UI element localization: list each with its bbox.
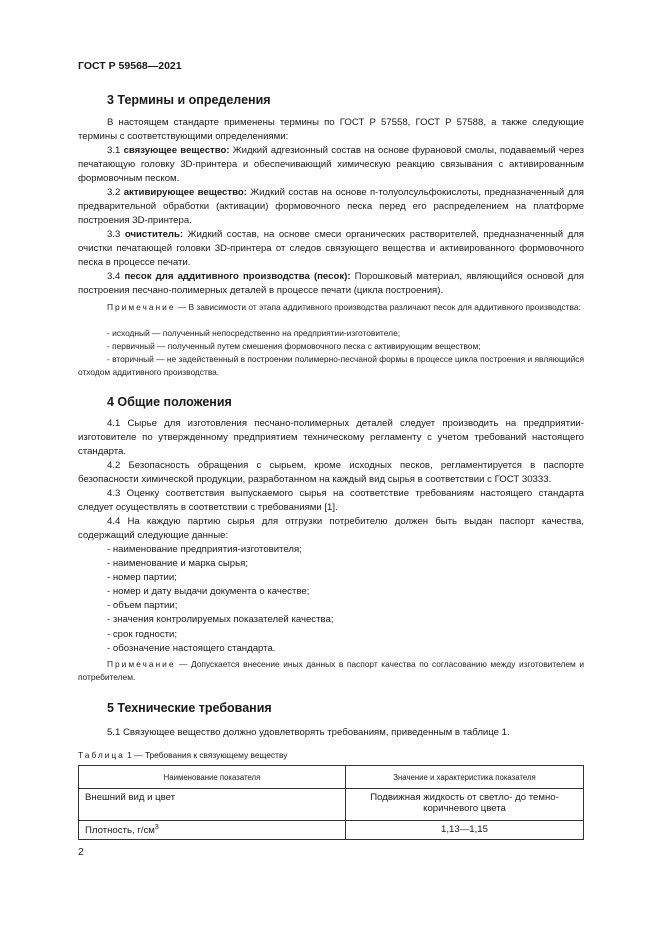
table-cell: Подвижная жидкость от светло- до темно-коричневого цвета — [346, 789, 584, 821]
note-label: Примечание — [107, 302, 176, 312]
section-5-title: 5 Технические требования — [107, 701, 272, 715]
note-text: — Допускается внесение иных данных в паспорт качества по согласованию между изготовителем и потребителем. — [78, 659, 584, 683]
list-item: - номер партии; — [107, 572, 177, 584]
term-definition: Жидкий адгезионный состав на основе фурановой смолы, подаваемый через печатающую головку 3D-принтера и обеспечивающий химическую реакцию связывания с активированным формовочным песком. — [78, 145, 585, 185]
section-3-intro: В настоящем стандарте применены термины по ГОСТ Р 57558, ГОСТ Р 57588, а также следующие термины с соответствующими определениями: — [78, 117, 584, 143]
note-item: - исходный — полученный непосредственно на предприятии-изготовителе; — [107, 328, 401, 338]
list-item: - объем партии; — [107, 600, 178, 612]
term-name: связующее вещество: — [123, 145, 230, 156]
paragraph-4-4: 4.4 На каждую партию сырья для отгрузки потребителю должен быть выдан паспорт качества, содержащий следующие данные: — [78, 516, 584, 542]
term-name: активирующее вещество: — [123, 187, 247, 198]
requirements-table — [78, 765, 584, 840]
term-number: 3.2 — [107, 187, 121, 198]
paragraph-4-1: 4.1 Сырье для изготовления песчано-полимерных деталей следует производить на предприятии-изготовителе по утвержденному предприятием техническому регламенту с учетом требований настоящего стандарта. — [78, 418, 584, 458]
term-3-3 — [78, 228, 584, 270]
document-header: ГОСТ Р 59568—2021 — [78, 60, 182, 72]
list-item: - срок годности; — [107, 628, 178, 640]
paragraph-4-2: 4.2 Безопасность обращения с сырьем, кроме исходных песков, регламентируется в паспорте безопасности химической продукции, разработанном на каждый вид сырья в соответствии с ГОСТ 30333. — [78, 460, 584, 486]
column-header: Наименование показателя — [79, 766, 346, 789]
passport-data-list — [107, 543, 334, 656]
term-definition: Жидкий состав на основе п-толуолсульфокислоты, предназначенный для предварительной обработки (активации) формовочного песка перед его распределением на платформе построения 3D-принтера. — [78, 187, 584, 227]
list-item: - обозначение настоящего стандарта. — [107, 642, 276, 654]
term-number: 3.3 — [107, 229, 121, 240]
section-3-title: 3 Термины и определения — [107, 93, 271, 107]
note-item: - первичный — полученный путем смешения формовочного песка с активирующим веществом; — [107, 341, 481, 351]
paragraph-4-3: 4.3 Оценку соответствия выпускаемого сырья на соответствие требованиям настоящего стандарта следует осуществлять в соответствии с требованиями [1]. — [78, 488, 584, 514]
note-item: - вторичный — не задейственный в построении полимерно-песчаной формы в процессе цикла построения и являющийся отходом аддитивного производства. — [78, 354, 584, 378]
section-3-note — [78, 301, 584, 314]
page-number: 2 — [78, 846, 84, 858]
table-caption — [78, 750, 287, 760]
table-cell: 1,13—1,15 — [346, 821, 584, 840]
list-item: - номер и дату выдачи документа о качестве; — [107, 586, 310, 598]
unit-superscript: 3 — [154, 824, 159, 831]
term-3-4 — [78, 270, 584, 298]
list-item: - значения контролируемых показателей качества; — [107, 614, 334, 626]
table-cell — [79, 821, 346, 840]
column-header: Значение и характеристика показателя — [346, 766, 584, 789]
list-item: - наименование и марка сырья; — [107, 558, 248, 570]
term-definition: Порошковый материал, являющийся основой для построения песчано-полимерных деталей в процессе печати (цикла построения). — [78, 271, 584, 297]
table-header-row — [79, 766, 584, 789]
section-4-title: 4 Общие положения — [107, 395, 232, 409]
term-number: 3.1 — [107, 145, 121, 156]
note-text: — В зависимости от этапа аддитивного производства различают песок для аддитивного производства: — [175, 302, 581, 312]
table-caption-label: Таблица — [78, 750, 125, 760]
list-item: - наименование предприятия-изготовителя; — [107, 544, 302, 555]
term-number: 3.4 — [107, 271, 121, 282]
note-label: Примечание — [107, 659, 176, 669]
section-4-note — [78, 658, 584, 684]
term-definition: Жидкий состав, на основе смеси органических растворителей, предназначенный для очистки печатающей головки 3D-принтера от следов связующего вещества и активированного формовочного песка в процессе печати. — [78, 229, 584, 269]
table-row — [79, 821, 584, 840]
paragraph-5-1: 5.1 Связующее вещество должно удовлетворять требованиям, приведенным в таблице 1. — [107, 727, 510, 738]
term-name: песок для аддитивного производства (песок): — [124, 271, 351, 282]
density-label: Плотность, г/см — [85, 825, 155, 837]
table-row — [79, 789, 584, 821]
table-cell: Внешний вид и цвет — [79, 789, 346, 821]
term-3-1 — [78, 144, 584, 186]
table-caption-text: 1 — Требования к связующему веществу — [124, 750, 288, 760]
term-name: очиститель: — [124, 229, 184, 240]
term-3-2 — [78, 186, 584, 228]
